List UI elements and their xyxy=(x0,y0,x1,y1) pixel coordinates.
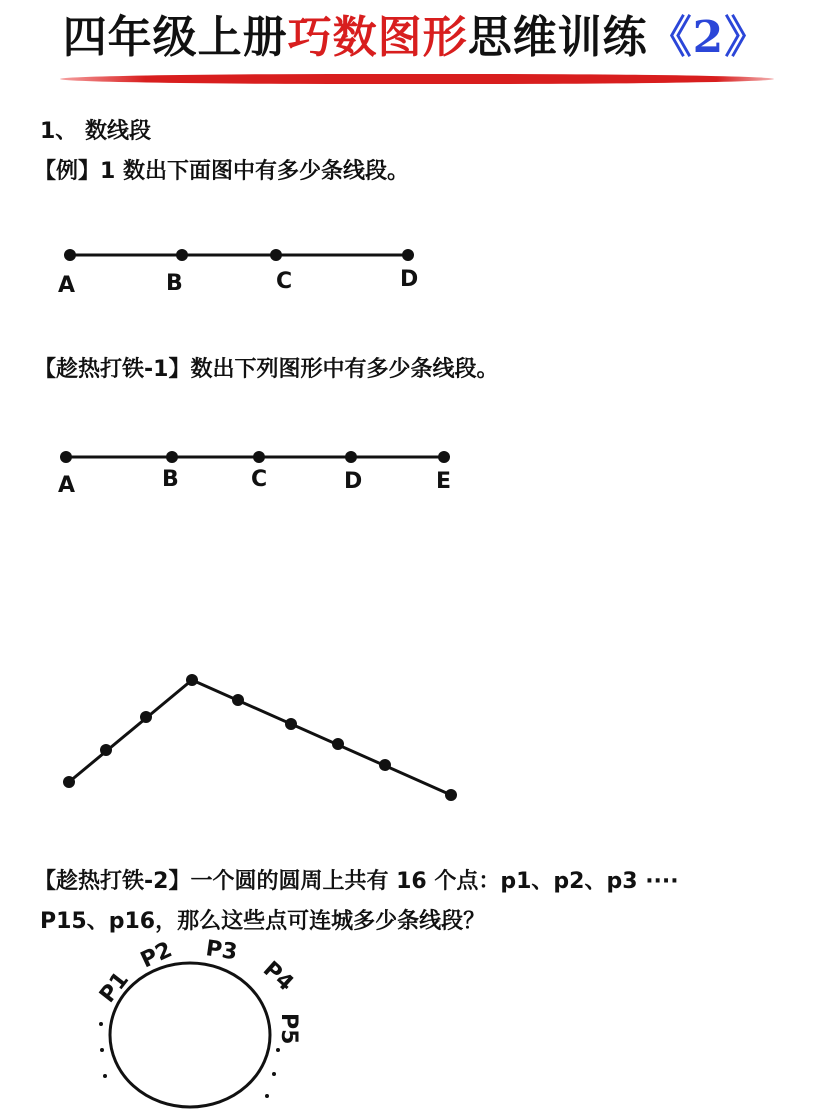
example-label-d: D xyxy=(400,267,419,292)
practice1-polyline-figure xyxy=(63,674,457,801)
polyline-point xyxy=(140,711,152,723)
practice1-point-e xyxy=(438,451,450,463)
example-point-b xyxy=(176,249,188,261)
practice1-point-a xyxy=(60,451,72,463)
practice1-question: 【趁热打铁-1】数出下列图形中有多少条线段。 xyxy=(34,357,499,382)
polyline-point xyxy=(332,738,344,750)
example-label-a: A xyxy=(58,273,76,298)
practice1-label-a: A xyxy=(58,473,76,498)
circle xyxy=(110,963,270,1107)
example-question: 【例】1 数出下面图中有多少条线段。 xyxy=(34,159,409,184)
circle-label-p4: P4 xyxy=(257,956,299,997)
example-figure xyxy=(58,249,418,298)
circle-label-p2: P2 xyxy=(136,937,177,974)
example-point-d xyxy=(402,249,414,261)
practice1-point-b xyxy=(166,451,178,463)
circle-label-p1: P1 xyxy=(95,967,135,1008)
circle-label-p5: P5 xyxy=(276,1013,301,1045)
circle-label-p3: P3 xyxy=(204,936,239,966)
polyline-point xyxy=(186,674,198,686)
title-part-3: 思维训练 xyxy=(467,12,648,63)
circle-dot xyxy=(272,1072,276,1076)
practice2-question-line2: P15、p16，那么这些点可连城多少条线段？ xyxy=(40,909,486,934)
practice1-label-c: C xyxy=(251,467,268,492)
practice1-figure xyxy=(58,451,451,498)
example-label-c: C xyxy=(276,269,293,294)
example-point-a xyxy=(64,249,76,261)
example-point-c xyxy=(270,249,282,261)
practice1-label-e: E xyxy=(436,469,452,494)
practice1-label-d: D xyxy=(344,469,363,494)
polyline-point xyxy=(445,789,457,801)
circle-dot xyxy=(276,1048,280,1052)
practice1-point-d xyxy=(345,451,357,463)
section-heading: 1、 数线段 xyxy=(40,119,151,144)
title-part-4: 《2》 xyxy=(647,12,770,63)
polyline-point xyxy=(232,694,244,706)
practice2-question-line1: 【趁热打铁-2】一个圆的圆周上共有 16 个点：p1、p2、p3 ···· xyxy=(34,869,679,894)
title-part-2: 巧数图形 xyxy=(287,12,468,63)
practice1-point-c xyxy=(253,451,265,463)
circle-dot xyxy=(99,1022,103,1026)
polyline-point xyxy=(285,718,297,730)
circle-dot xyxy=(103,1074,107,1078)
title-part-1: 四年级上册 xyxy=(62,12,288,63)
circle-dot xyxy=(265,1094,269,1098)
polyline-point xyxy=(100,744,112,756)
polyline-point xyxy=(63,776,75,788)
polyline xyxy=(69,680,451,795)
circle-dot xyxy=(100,1048,104,1052)
practice1-label-b: B xyxy=(162,467,179,492)
polyline-point xyxy=(379,759,391,771)
example-label-b: B xyxy=(166,271,183,296)
practice2-circle-figure xyxy=(95,936,301,1107)
